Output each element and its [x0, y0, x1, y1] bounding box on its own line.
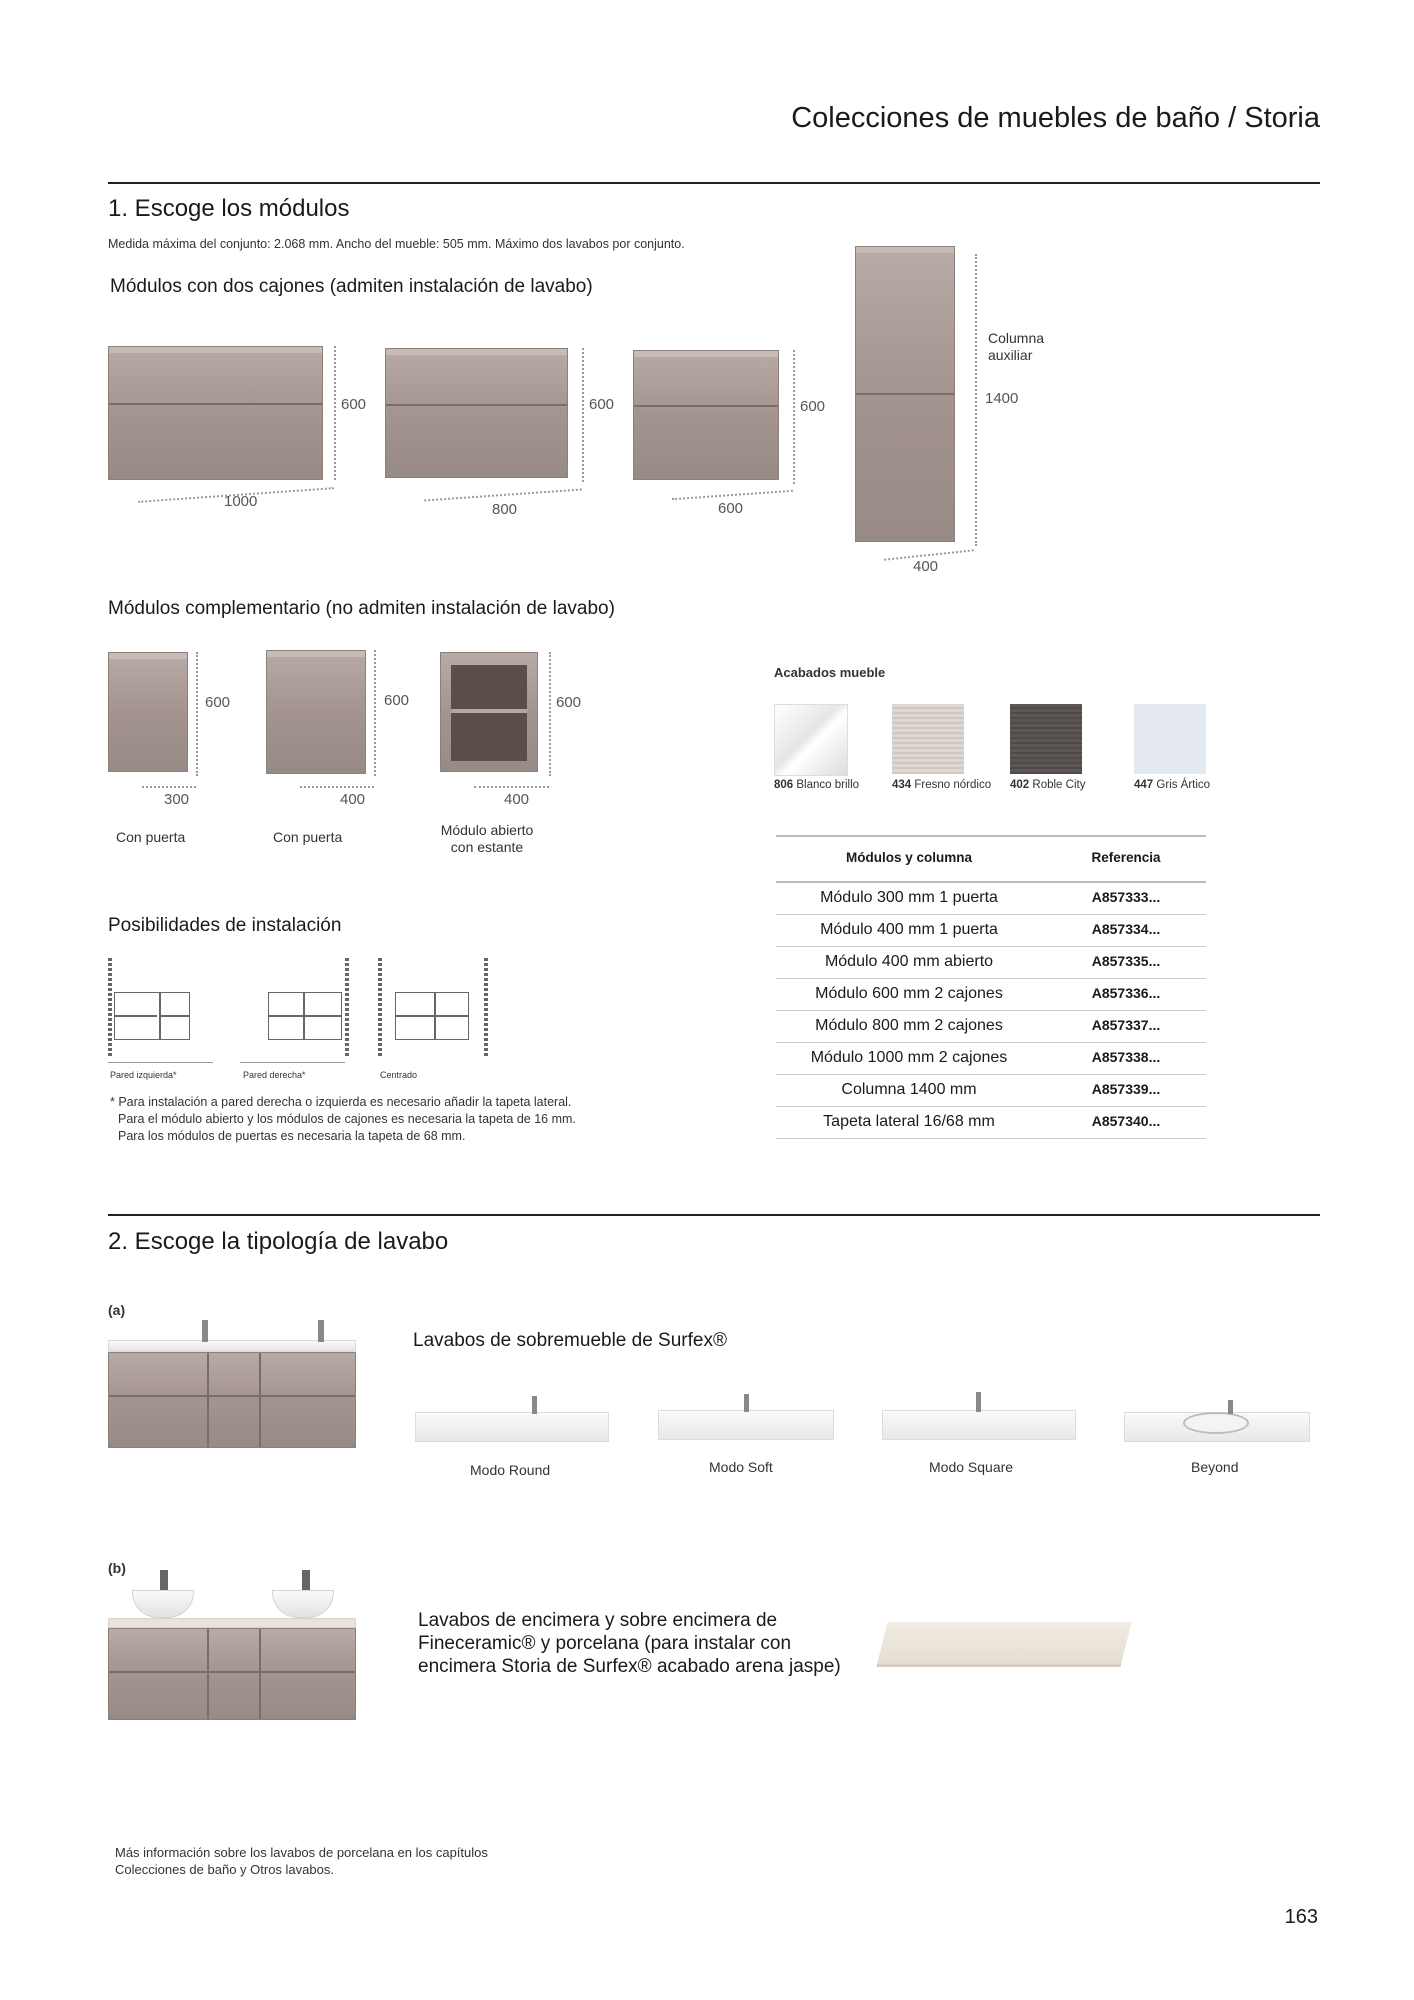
- finishes-title: Acabados mueble: [774, 665, 886, 680]
- section2-heading: 2. Escoge la tipología de lavabo: [108, 1228, 449, 1255]
- option-a-cabinet: [108, 1352, 356, 1448]
- basin-beyond-label: Beyond: [1191, 1459, 1239, 1475]
- drawer-module-800-height: 600: [589, 396, 615, 413]
- footer-note-2: Colecciones de baño y Otros lavabos.: [115, 1862, 334, 1877]
- basin-modo-square-faucet: [976, 1392, 981, 1412]
- complementary-modules-title: Módulos complementario (no admiten instalación de lavabo): [108, 598, 615, 619]
- complementary-module-400-door-label: Con puerta: [273, 829, 343, 845]
- column-width: 400: [913, 558, 939, 575]
- complementary-module-open-label: Módulo abierto con estante: [440, 822, 534, 855]
- basin-beyond-bowl: [1183, 1412, 1249, 1434]
- option-b-bowl-left: [132, 1590, 194, 1618]
- complementary-module-400-door-width: 400: [340, 791, 366, 808]
- complementary-module-300-height: 600: [205, 694, 231, 711]
- finish-806: 806 Blanco brillo: [774, 779, 860, 791]
- finish-swatch-434: [892, 704, 964, 774]
- option-a-faucet-right: [318, 1320, 324, 1342]
- table-header-reference: Referencia: [1091, 850, 1161, 865]
- drawer-module-1000: [108, 346, 323, 480]
- install-option-right: Pared derecha*: [243, 1070, 306, 1080]
- finish-447: 447 Gris Ártico: [1134, 779, 1211, 791]
- countertop-arena-jaspe: [876, 1622, 1131, 1667]
- option-b-cabinet: [108, 1628, 356, 1720]
- table-row: Módulo 600 mm 2 cajones A857336...: [776, 979, 1206, 1011]
- table-row: Módulo 1000 mm 2 cajones A857338...: [776, 1043, 1206, 1075]
- option-a-faucet-left: [202, 1320, 208, 1342]
- drawer-module-600-width: 600: [718, 500, 744, 517]
- drawer-module-600: [633, 350, 779, 480]
- complementary-module-400-door: [266, 650, 366, 774]
- complementary-module-300-label: Con puerta: [116, 829, 186, 845]
- complementary-module-open-width: 400: [504, 791, 530, 808]
- section1-heading: 1. Escoge los módulos: [108, 195, 350, 222]
- reference-table: [776, 835, 1206, 837]
- install-center-wall-right: [484, 958, 488, 1058]
- basin-modo-round: [415, 1412, 609, 1442]
- basin-modo-soft-faucet: [744, 1394, 749, 1412]
- complementary-module-400-door-height: 600: [384, 692, 410, 709]
- table-header: [776, 850, 1206, 880]
- basin-beyond-faucet: [1228, 1400, 1233, 1414]
- option-b-line-3: encimera Storia de Surfex® acabado arena jaspe): [418, 1656, 841, 1677]
- drawer-module-1000-width: 1000: [224, 493, 258, 510]
- basin-modo-square: [882, 1410, 1076, 1440]
- drawer-module-1000-height: 600: [341, 396, 367, 413]
- option-b-tag: (b): [108, 1560, 126, 1576]
- complementary-module-300: [108, 652, 188, 772]
- install-title: Posibilidades de instalación: [108, 915, 342, 936]
- basin-modo-round-label: Modo Round: [470, 1462, 551, 1478]
- option-b-faucet-right: [302, 1570, 310, 1590]
- section2-divider: [108, 1214, 1320, 1216]
- finish-swatch-402: [1010, 704, 1082, 774]
- option-b-countertop: [108, 1618, 356, 1628]
- basin-modo-soft-label: Modo Soft: [709, 1459, 773, 1475]
- finish-402: 402 Roble City: [1010, 779, 1086, 791]
- install-center-schematic: [395, 992, 469, 1040]
- table-row: Módulo 400 mm abierto A857335...: [776, 947, 1206, 979]
- option-b-faucet-left: [160, 1570, 168, 1590]
- column-label: Columna auxiliar: [988, 330, 1045, 363]
- option-a-title: Lavabos de sobremueble de Surfex®: [413, 1330, 727, 1351]
- finish-434: 434 Fresno nórdico: [892, 779, 992, 791]
- drawer-module-800: [385, 348, 568, 478]
- table-row: Módulo 800 mm 2 cajones A857337...: [776, 1011, 1206, 1043]
- install-right-schematic: [268, 992, 342, 1040]
- option-a-tag: (a): [108, 1302, 126, 1318]
- install-footnote-1: * Para instalación a pared derecha o izquierda es necesario añadir la tapeta lateral.: [110, 1095, 572, 1109]
- drawer-module-800-width: 800: [492, 501, 518, 518]
- drawer-module-600-height: 600: [800, 398, 826, 415]
- auxiliary-column: [855, 246, 955, 542]
- install-option-left: Pared izquierda*: [110, 1070, 177, 1080]
- page-title: Colecciones de muebles de baño / Storia: [791, 102, 1320, 134]
- complementary-module-open-height: 600: [556, 694, 582, 711]
- install-left-wall: [108, 958, 112, 1058]
- finish-swatch-447: [1134, 704, 1206, 774]
- header-divider: [108, 182, 1320, 184]
- install-left-schematic: [114, 992, 190, 1040]
- complementary-module-300-width: 300: [164, 791, 190, 808]
- install-option-center: Centrado: [380, 1070, 418, 1080]
- table-header-modules: Módulos y columna: [845, 850, 972, 865]
- basin-modo-round-faucet: [532, 1396, 537, 1414]
- finish-swatch-806: [774, 704, 848, 776]
- basin-modo-square-label: Modo Square: [929, 1459, 1014, 1475]
- table-row: Tapeta lateral 16/68 mm A857340...: [776, 1107, 1206, 1139]
- drawer-modules-title: Módulos con dos cajones (admiten instalación de lavabo): [110, 276, 593, 297]
- table-row: Módulo 400 mm 1 puerta A857334...: [776, 915, 1206, 947]
- option-b-line-2: Fineceramic® y porcelana (para instalar con: [418, 1633, 792, 1654]
- column-height: 1400: [985, 390, 1019, 407]
- option-b-line-1: Lavabos de encimera y sobre encimera de: [418, 1610, 778, 1631]
- install-footnote-2: Para el módulo abierto y los módulos de cajones es necesaria la tapeta de 16 mm.: [118, 1112, 576, 1126]
- option-b-bowl-right: [272, 1590, 334, 1618]
- page-number: 163: [1284, 1906, 1318, 1928]
- complementary-module-open: [440, 652, 538, 772]
- section1-note: Medida máxima del conjunto: 2.068 mm. Ancho del mueble: 505 mm. Máximo dos lavabos por conjunto.: [108, 237, 685, 251]
- table-row: Módulo 300 mm 1 puerta A857333...: [776, 883, 1206, 915]
- install-center-wall-left: [378, 958, 382, 1058]
- install-footnote-3: Para los módulos de puertas es necesaria la tapeta de 68 mm.: [118, 1129, 466, 1143]
- footer-note-1: Más información sobre los lavabos de porcelana en los capítulos: [115, 1845, 488, 1860]
- table-row: Columna 1400 mm A857339...: [776, 1075, 1206, 1107]
- basin-modo-soft: [658, 1410, 834, 1440]
- install-right-wall: [345, 958, 349, 1058]
